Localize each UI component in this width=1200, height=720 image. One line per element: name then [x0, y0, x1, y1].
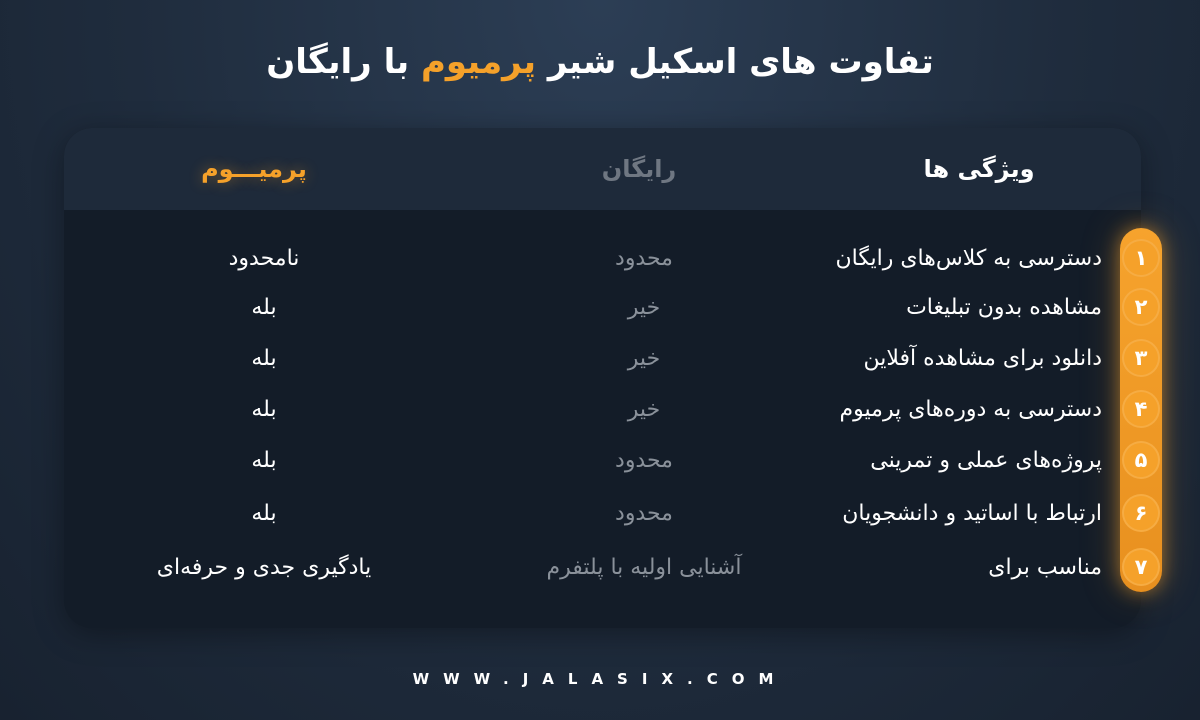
free-cell: خیر [627, 295, 661, 320]
table-row [64, 548, 1141, 588]
premium-cell: بله [251, 346, 277, 371]
feature-cell: دانلود برای مشاهده آفلاین [863, 346, 1102, 371]
row-number-badge: ۲ [1122, 288, 1160, 326]
free-cell: آشنایی اولیه با پلتفرم [546, 555, 742, 580]
premium-cell: بله [251, 448, 277, 473]
table-row [64, 239, 1141, 279]
free-cell: خیر [627, 346, 661, 371]
page-title [0, 42, 1200, 82]
comparison-table [64, 128, 1141, 628]
feature-cell: مناسب برای [988, 555, 1102, 580]
free-cell: محدود [615, 448, 673, 473]
table-row [64, 441, 1141, 481]
title-highlight: پرمیوم [420, 42, 537, 82]
table-header [64, 128, 1141, 210]
feature-cell: ارتباط با اساتید و دانشجویان [842, 501, 1102, 526]
row-number-badge: ۴ [1122, 390, 1160, 428]
footer-url: WWW.JALASIX.COM [412, 670, 788, 688]
feature-cell: مشاهده بدون تبلیغات [906, 295, 1102, 320]
feature-cell: دسترسی به کلاس‌های رایگان [835, 246, 1102, 271]
row-number-badge: ۷ [1122, 548, 1160, 586]
table-row [64, 390, 1141, 430]
title-part-1: تفاوت های اسکیل شیر [536, 42, 934, 82]
header-free: رایگان [601, 155, 677, 183]
table-row [64, 494, 1141, 534]
free-cell: محدود [615, 246, 673, 271]
feature-cell: دسترسی به دوره‌های پرمیوم [839, 397, 1102, 422]
premium-cell: بله [251, 501, 277, 526]
free-cell: محدود [615, 501, 673, 526]
free-cell: خیر [627, 397, 661, 422]
header-premium: پرمیـــوم [201, 155, 307, 183]
table-row [64, 339, 1141, 379]
table-row [64, 288, 1141, 328]
premium-cell: بله [251, 397, 277, 422]
title-part-2: با رایگان [266, 42, 421, 82]
feature-cell: پروژه‌های عملی و تمرینی [870, 448, 1102, 473]
row-number-badge: ۶ [1122, 494, 1160, 532]
premium-cell: بله [251, 295, 277, 320]
row-number-badge: ۵ [1122, 441, 1160, 479]
premium-cell: نامحدود [228, 246, 300, 271]
header-features: ویژگی ها [923, 155, 1035, 183]
row-number-badge: ۳ [1122, 339, 1160, 377]
premium-cell: یادگیری جدی و حرفه‌ای [156, 555, 372, 580]
row-number-badge: ۱ [1122, 239, 1160, 277]
